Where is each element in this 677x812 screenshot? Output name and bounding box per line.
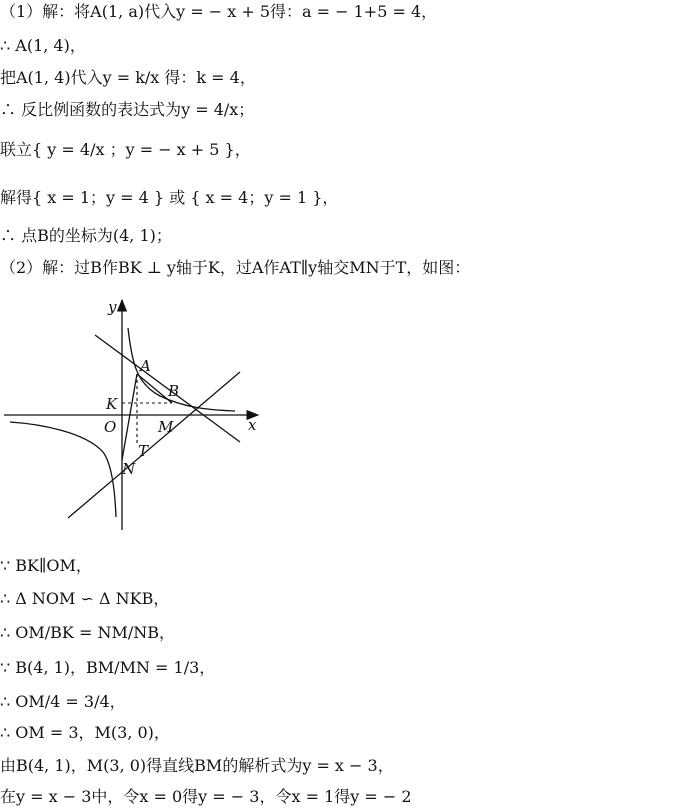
label-a: A — [140, 357, 151, 375]
text-line-13: ∴ OM/4 = 3/4， — [0, 692, 126, 711]
hyperbola-branch-2 — [10, 422, 116, 517]
line-nm — [68, 372, 240, 518]
text-line-8: （2）解：过B作BK ⊥ y轴于K，过A作AT∥y轴交MN于T，如图： — [0, 258, 471, 277]
text-line-6: 解得{ x = 1；y = 4 } 或 { x = 4；y = 1 }， — [0, 188, 339, 207]
segment-an — [122, 374, 137, 460]
text-line-11: ∴ OM/BK = NM/NB， — [0, 623, 175, 642]
text-line-10: ∴ Δ NOM ∽ Δ NKB， — [0, 589, 170, 608]
text-line-1: （1）解：将A(1, a)代入y = − x + 5得：a = − 1+5 = 4， — [0, 2, 438, 21]
text-line-3: 把A(1, 4)代入y = k/x 得：k = 4， — [0, 68, 256, 87]
figure-svg — [0, 292, 270, 537]
label-m: M — [158, 418, 174, 436]
label-x: x — [248, 416, 257, 434]
text-line-14: ∴ OM = 3，M(3, 0)， — [0, 723, 170, 742]
text-line-12: ∵ B(4, 1)，BM/MN = 1/3， — [0, 658, 216, 677]
label-n: N — [122, 460, 136, 478]
text-line-16: 在y = x − 3中，令x = 0得y = − 3，令x = 1得y = − 2 — [0, 787, 412, 806]
coordinate-figure — [0, 292, 270, 541]
text-line-5: 联立{ y = 4/x ；y = − x + 5 }， — [0, 140, 251, 159]
text-line-4: ∴ 反比例函数的表达式为y = 4/x； — [0, 100, 255, 119]
label-b: B — [168, 382, 180, 400]
label-y: y — [108, 298, 117, 316]
label-k: K — [106, 395, 118, 413]
text-line-15: 由B(4, 1)，M(3, 0)得直线BM的解析式为y = x − 3， — [0, 756, 394, 775]
text-line-2: ∴ A(1, 4)， — [0, 36, 86, 55]
text-line-7: ∴ 点B的坐标为(4, 1)； — [0, 226, 172, 245]
label-t: T — [138, 442, 149, 460]
text-line-9: ∵ BK∥OM， — [0, 556, 92, 575]
label-o: O — [104, 418, 117, 436]
